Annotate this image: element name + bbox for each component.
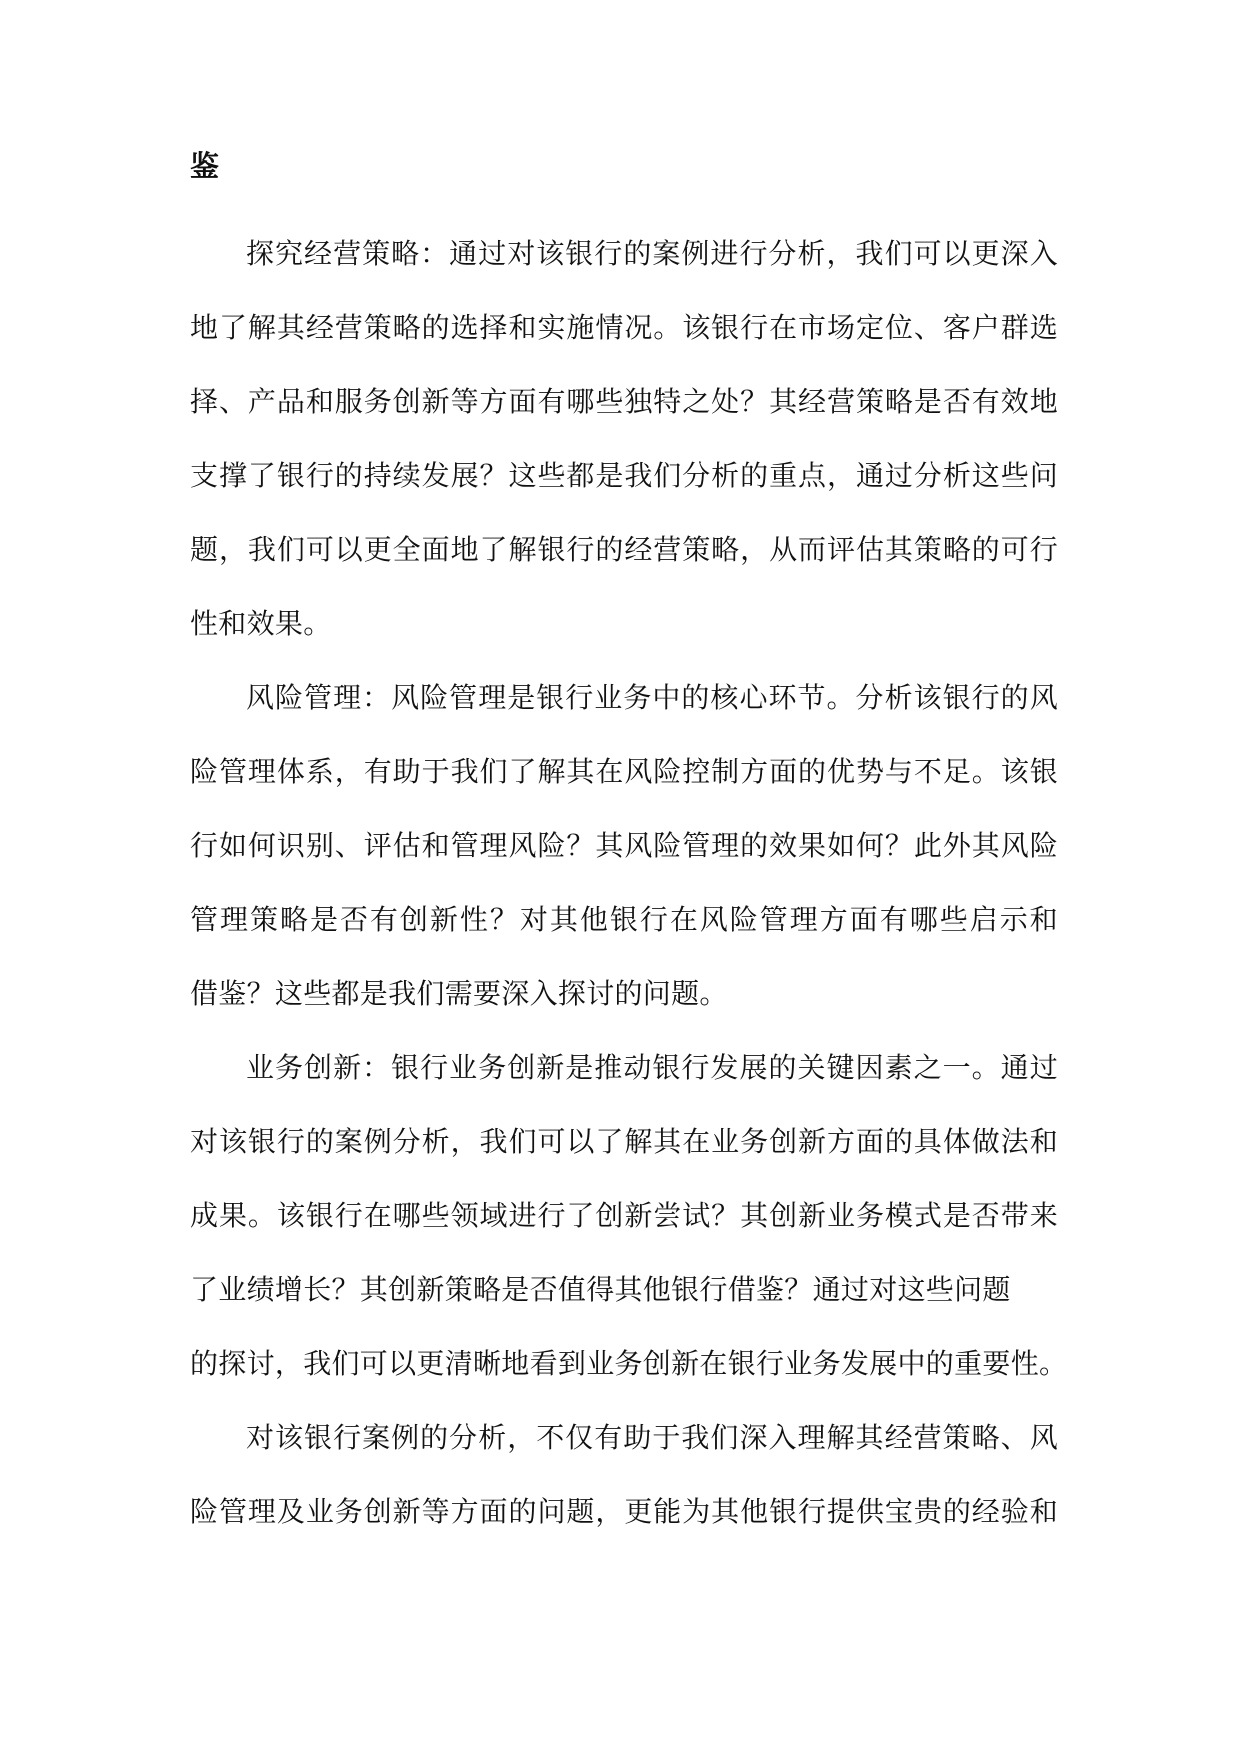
text-line: 探究经营策略：通过对该银行的案例进行分析，我们可以更深入	[246, 237, 1058, 270]
text-line: 地了解其经营策略的选择和实施情况。该银行在市场定位、客户群选	[190, 311, 1058, 344]
text-line: 的探讨，我们可以更清晰地看到业务创新在银行业务发展中的重要性。	[190, 1347, 1068, 1380]
text-line: 行如何识别、评估和管理风险？其风险管理的效果如何？此外其风险	[190, 829, 1058, 862]
text-line: 成果。该银行在哪些领域进行了创新尝试？其创新业务模式是否带来	[190, 1199, 1058, 1232]
text-line: 风险管理：风险管理是银行业务中的核心环节。分析该银行的风	[246, 681, 1058, 714]
text-line: 借鉴？这些都是我们需要深入探讨的问题。	[190, 977, 728, 1010]
text-line: 题，我们可以更全面地了解银行的经营策略，从而评估其策略的可行	[190, 533, 1058, 566]
text-line: 业务创新：银行业务创新是推动银行发展的关键因素之一。通过	[246, 1051, 1058, 1084]
heading-fragment: 鉴	[190, 149, 220, 183]
paragraph-business-innovation	[190, 1031, 1068, 1401]
text-line: 择、产品和服务创新等方面有哪些独特之处？其经营策略是否有效地	[190, 385, 1058, 418]
text-line: 支撑了银行的持续发展？这些都是我们分析的重点，通过分析这些问	[190, 459, 1058, 492]
paragraph-business-strategy	[190, 217, 1058, 661]
text-line: 对该银行的案例分析，我们可以了解其在业务创新方面的具体做法和	[190, 1125, 1058, 1158]
paragraph-conclusion	[190, 1401, 1058, 1549]
paragraph-risk-management	[190, 661, 1058, 1031]
text-line: 险管理及业务创新等方面的问题，更能为其他银行提供宝贵的经验和	[190, 1495, 1058, 1528]
text-line: 管理策略是否有创新性？对其他银行在风险管理方面有哪些启示和	[190, 903, 1058, 936]
text-line: 对该银行案例的分析，不仅有助于我们深入理解其经营策略、风	[246, 1421, 1058, 1454]
text-line: 性和效果。	[190, 607, 332, 640]
text-line: 险管理体系，有助于我们了解其在风险控制方面的优势与不足。该银	[190, 755, 1058, 788]
text-line: 了业绩增长？其创新策略是否值得其他银行借鉴？通过对这些问题	[190, 1273, 1011, 1306]
